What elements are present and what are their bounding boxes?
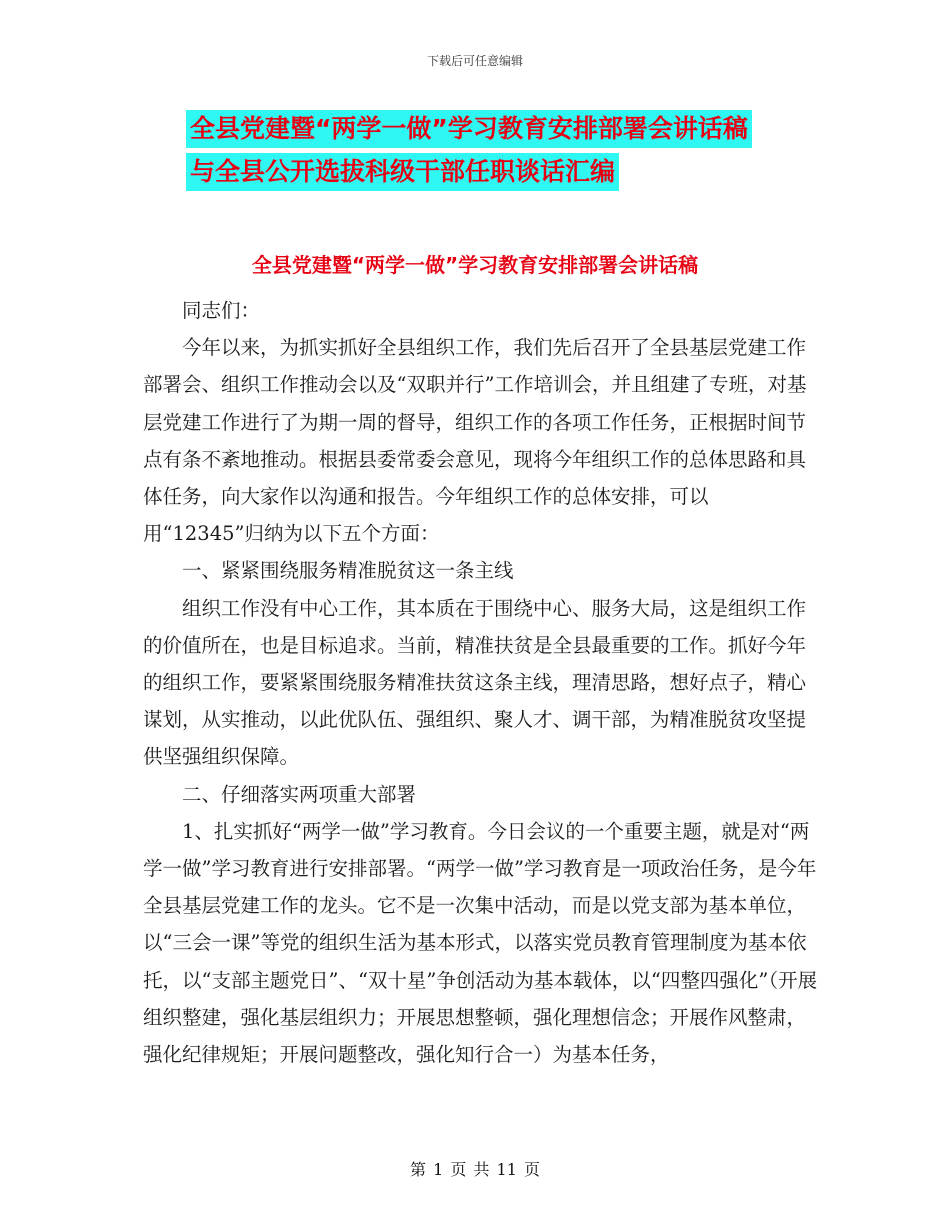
paragraph: 今年以来，为抓实抓好全县组织工作，我们先后召开了全县基层党建工作部署会、组织工作推动会以及“双职并行”工作培训会，并且组建了专班，对基层党建工作进行了为期一周的督导，组织工作的各项工作任务，正根据时间节点有条不紊地推动。根据县委常委会意见，现将今年组织工作的总体思路和具体任务，向大家作以沟通和报告。今年组织工作的总体安排，可以用“12345”归纳为以下五个方面：	[143, 336, 807, 546]
title-line-2: 与全县公开选拔科级干部任职谈话汇编	[186, 153, 619, 191]
paragraph: 组织工作没有中心工作，其本质在于围绕中心、服务大局，这是组织工作的价值所在，也是目标追求。当前，精准扶贫是全县最重要的工作。抓好今年的组织工作，要紧紧围绕服务精准扶贫这条主线，理清思路，想好点子，精心谋划，从实推动，以此优队伍、强组织、聚人才、调干部，为精准脱贫攻坚提供坚强组织保障。	[143, 596, 807, 769]
subheading-2: 二、仔细落实两项重大部署	[182, 782, 417, 806]
section-heading: 全县党建暨“两学一做”学习教育安排部署会讲话稿	[251, 253, 699, 277]
page-number-footer: 第 1 页 共 11 页	[410, 1160, 540, 1179]
paragraph-salutation: 同志们：	[182, 299, 261, 322]
page-header-note: 下载后可任意编辑	[426, 54, 523, 68]
title-line-1: 全县党建暨“两学一做”学习教育安排部署会讲话稿	[186, 110, 752, 148]
document-body	[143, 292, 823, 1073]
subheading-1: 一、紧紧围绕服务精准脱贫这一条主线	[182, 559, 514, 583]
document-title	[0, 110, 950, 191]
paragraph: 1、扎实抓好“两学一做”学习教育。今日会议的一个重要主题，就是对“两学一做”学习教育进行安排部署。“两学一做”学习教育是一项政治任务，是今年全县基层党建工作的龙头。它不是一次集中活动，而是以党支部为基本单位，以“三会一课”等党的组织生活为基本形式，以落实党员教育管理制度为基本依托，以“支部主题党日”、“双十星”争创活动为基本载体，以“四整四强化”（开展组织整建，强化基层组织力；开展思想整顿，强化理想信念；开展作风整肃，强化纪律规矩；开展问题整改，强化知行合一）为基本任务，	[143, 819, 818, 1067]
